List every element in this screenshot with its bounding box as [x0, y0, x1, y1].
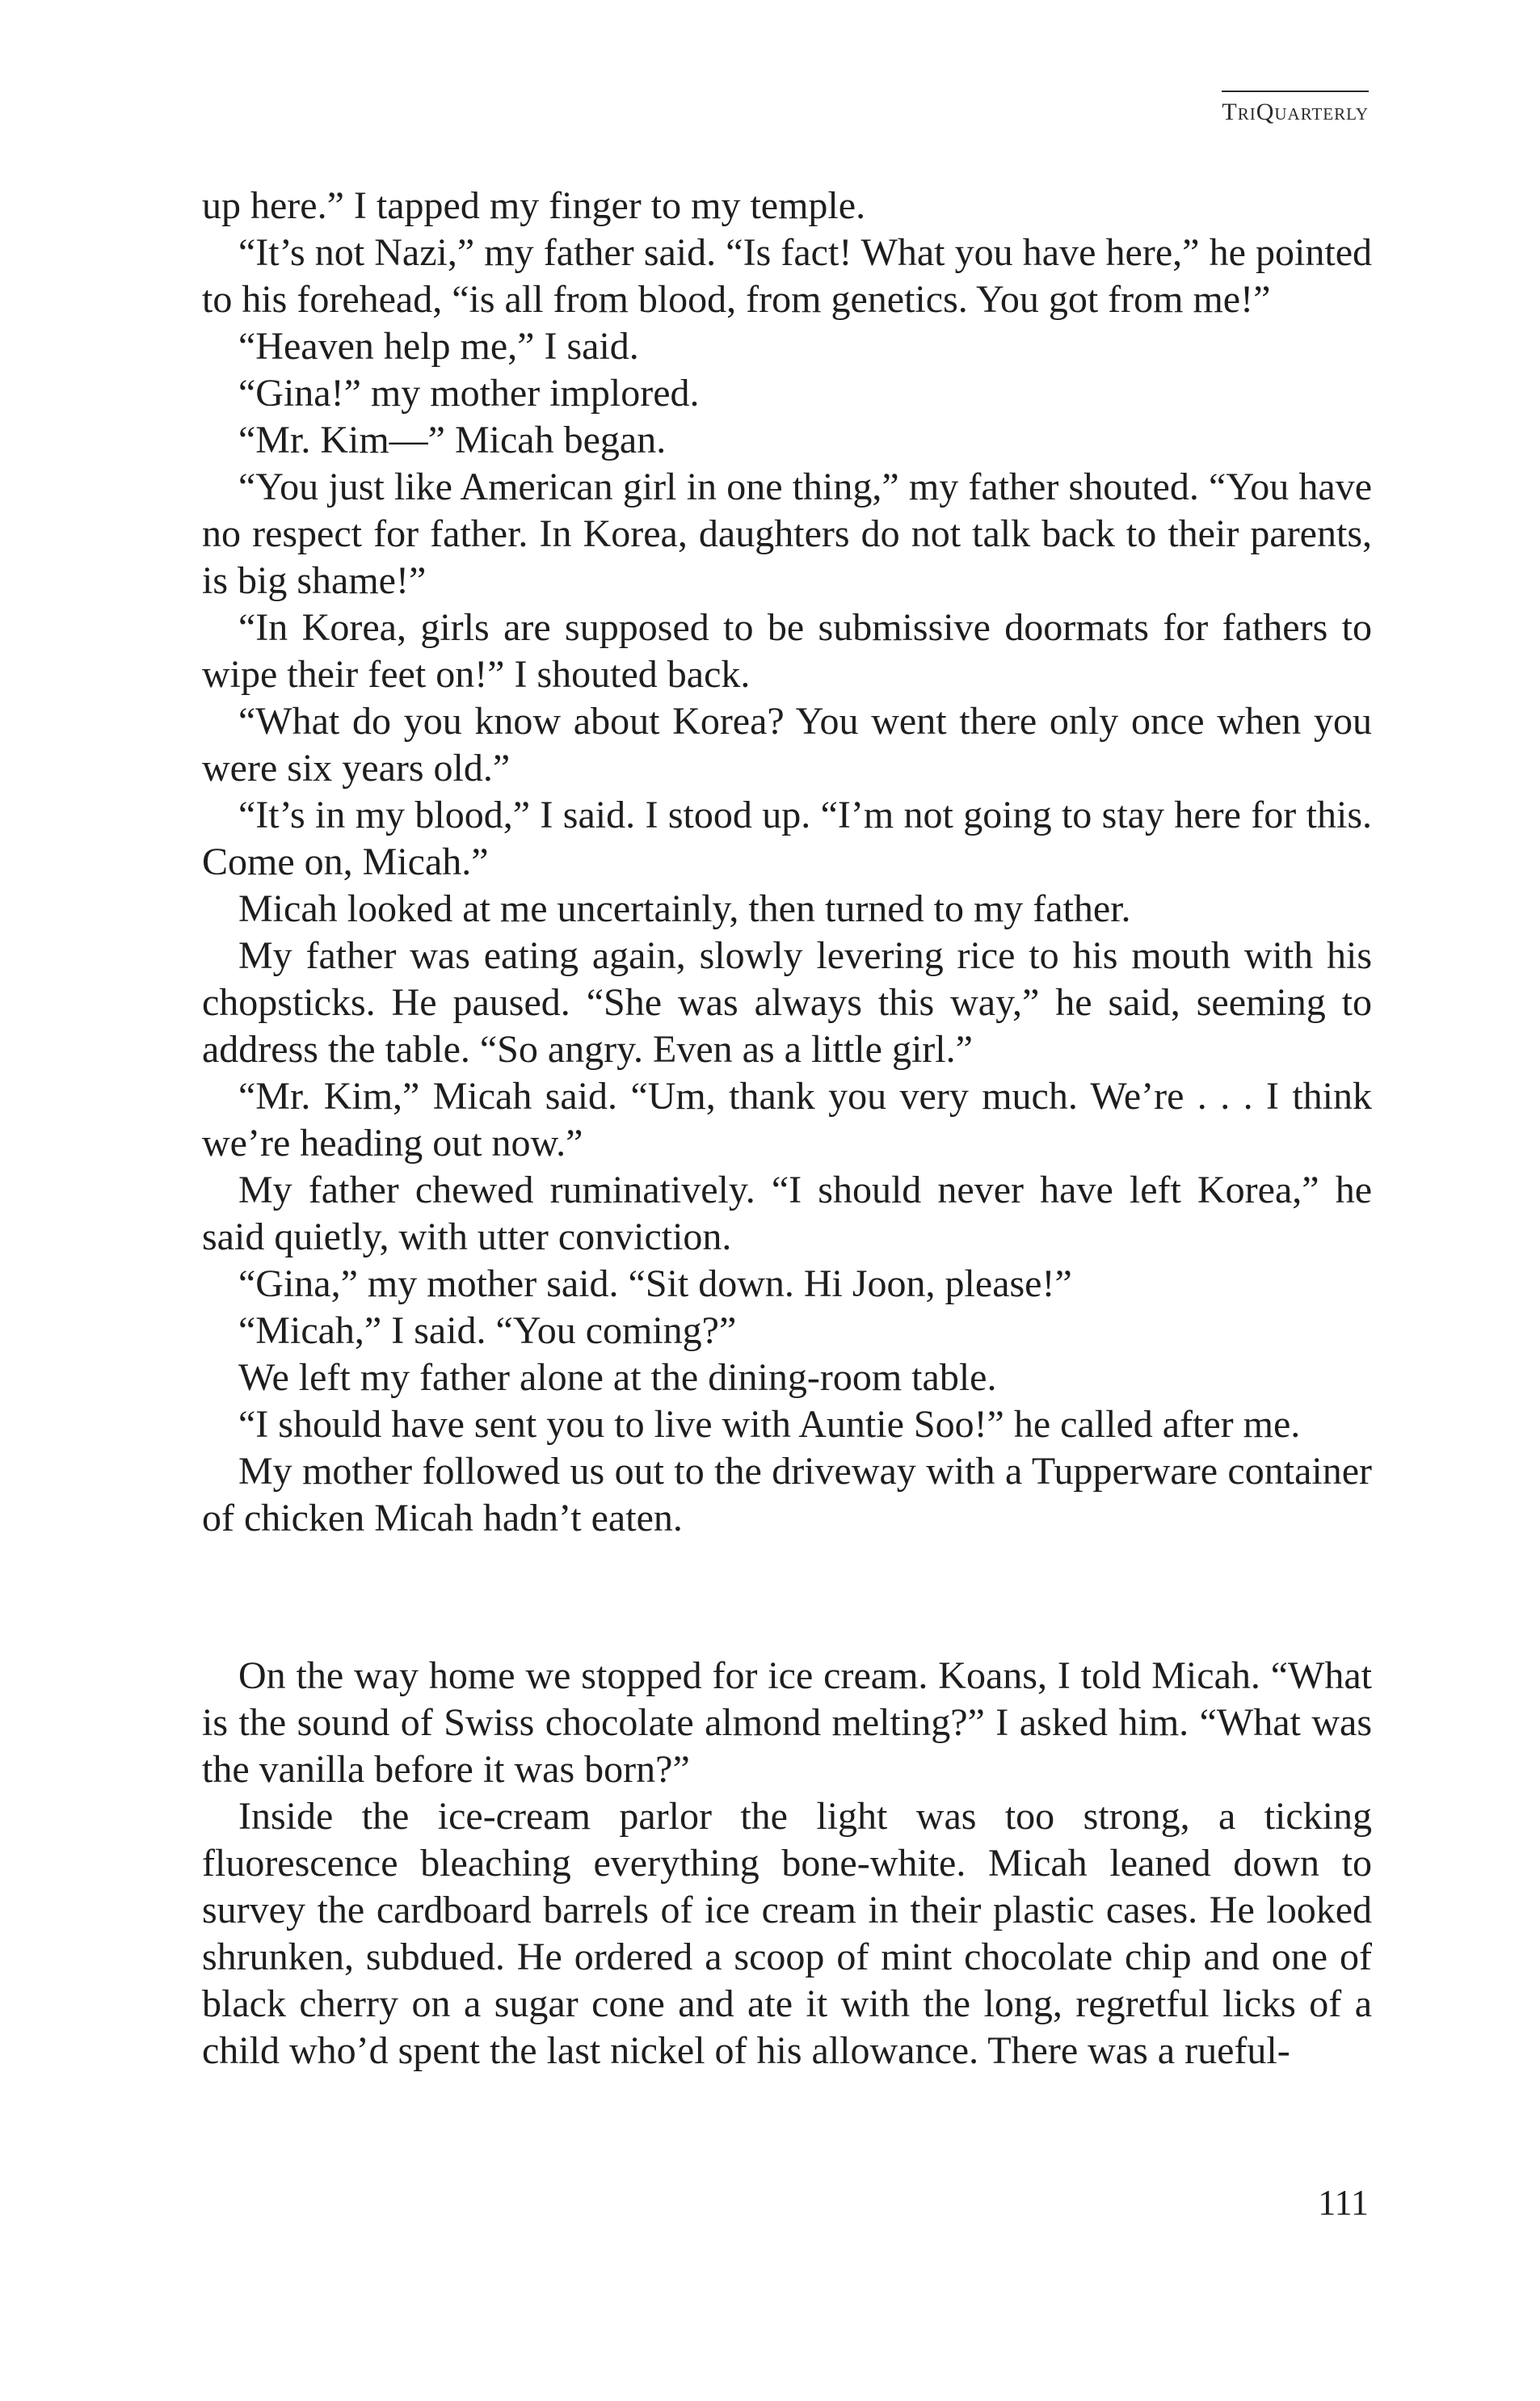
paragraph: Micah looked at me uncertainly, then turned to my father.: [238, 887, 1131, 930]
page-number: 111: [1318, 2183, 1369, 2222]
paragraph: “What do you know about Korea? You went there only once when you were six years old.”: [202, 700, 1372, 790]
paragraph: My father chewed ruminatively. “I should never have left Korea,” he said quietly, with utter conviction.: [202, 1169, 1372, 1258]
paragraph: “Micah,” I said. “You coming?”: [238, 1309, 737, 1352]
paragraph: Inside the ice-cream parlor the light was too strong, a ticking fluorescence bleaching everything bone-white. Micah leaned down to survey the cardboard barrels of ice cream in their plastic cases. He looked shrunken, subdued. He ordered a scoop of mint chocolate chip and one of black cherry on a sugar cone and ate it with the long, regretful licks of a child who’d spent the last nickel of his allowance. There was a rueful-: [202, 1795, 1372, 2072]
paragraph: “In Korea, girls are supposed to be submissive doormats for fathers to wipe their feet on!” I shouted back.: [202, 606, 1372, 696]
running-head: TriQuarterly: [1222, 91, 1369, 126]
paragraph: “It’s not Nazi,” my father said. “Is fact! What you have here,” he pointed to his forehead, “is all from blood, from genetics. You got from me!”: [202, 231, 1372, 321]
paragraph: “Gina!” my mother implored.: [238, 372, 700, 415]
paragraph: “It’s in my blood,” I said. I stood up. “I’m not going to stay here for this. Come on, Micah.”: [202, 794, 1372, 883]
paragraph: We left my father alone at the dining-room table.: [238, 1356, 997, 1399]
scene-1: [202, 183, 1372, 1542]
paragraph: My mother followed us out to the driveway with a Tupperware container of chicken Micah hadn’t eaten.: [202, 1450, 1372, 1540]
paragraph: up here.” I tapped my finger to my temple.: [202, 184, 866, 227]
scene-2: [202, 1653, 1372, 2075]
paragraph: “Heaven help me,” I said.: [238, 325, 639, 368]
paragraph: “Gina,” my mother said. “Sit down. Hi Joon, please!”: [238, 1262, 1072, 1305]
paragraph: “Mr. Kim,” Micah said. “Um, thank you very much. We’re . . . I think we’re heading out now.”: [202, 1075, 1372, 1165]
paragraph: “You just like American girl in one thing,” my father shouted. “You have no respect for father. In Korea, daughters do not talk back to their parents, is big shame!”: [202, 465, 1372, 602]
paragraph: My father was eating again, slowly levering rice to his mouth with his chopsticks. He paused. “She was always this way,” he said, seeming to address the table. “So angry. Even as a little girl.”: [202, 934, 1372, 1071]
paragraph: “I should have sent you to live with Auntie Soo!” he called after me.: [238, 1403, 1301, 1446]
paragraph: On the way home we stopped for ice cream. Koans, I told Micah. “What is the sound of Swiss chocolate almond melting?” I asked him. “What was the vanilla before it was born?”: [202, 1654, 1372, 1791]
paragraph: “Mr. Kim—” Micah began.: [238, 419, 667, 461]
